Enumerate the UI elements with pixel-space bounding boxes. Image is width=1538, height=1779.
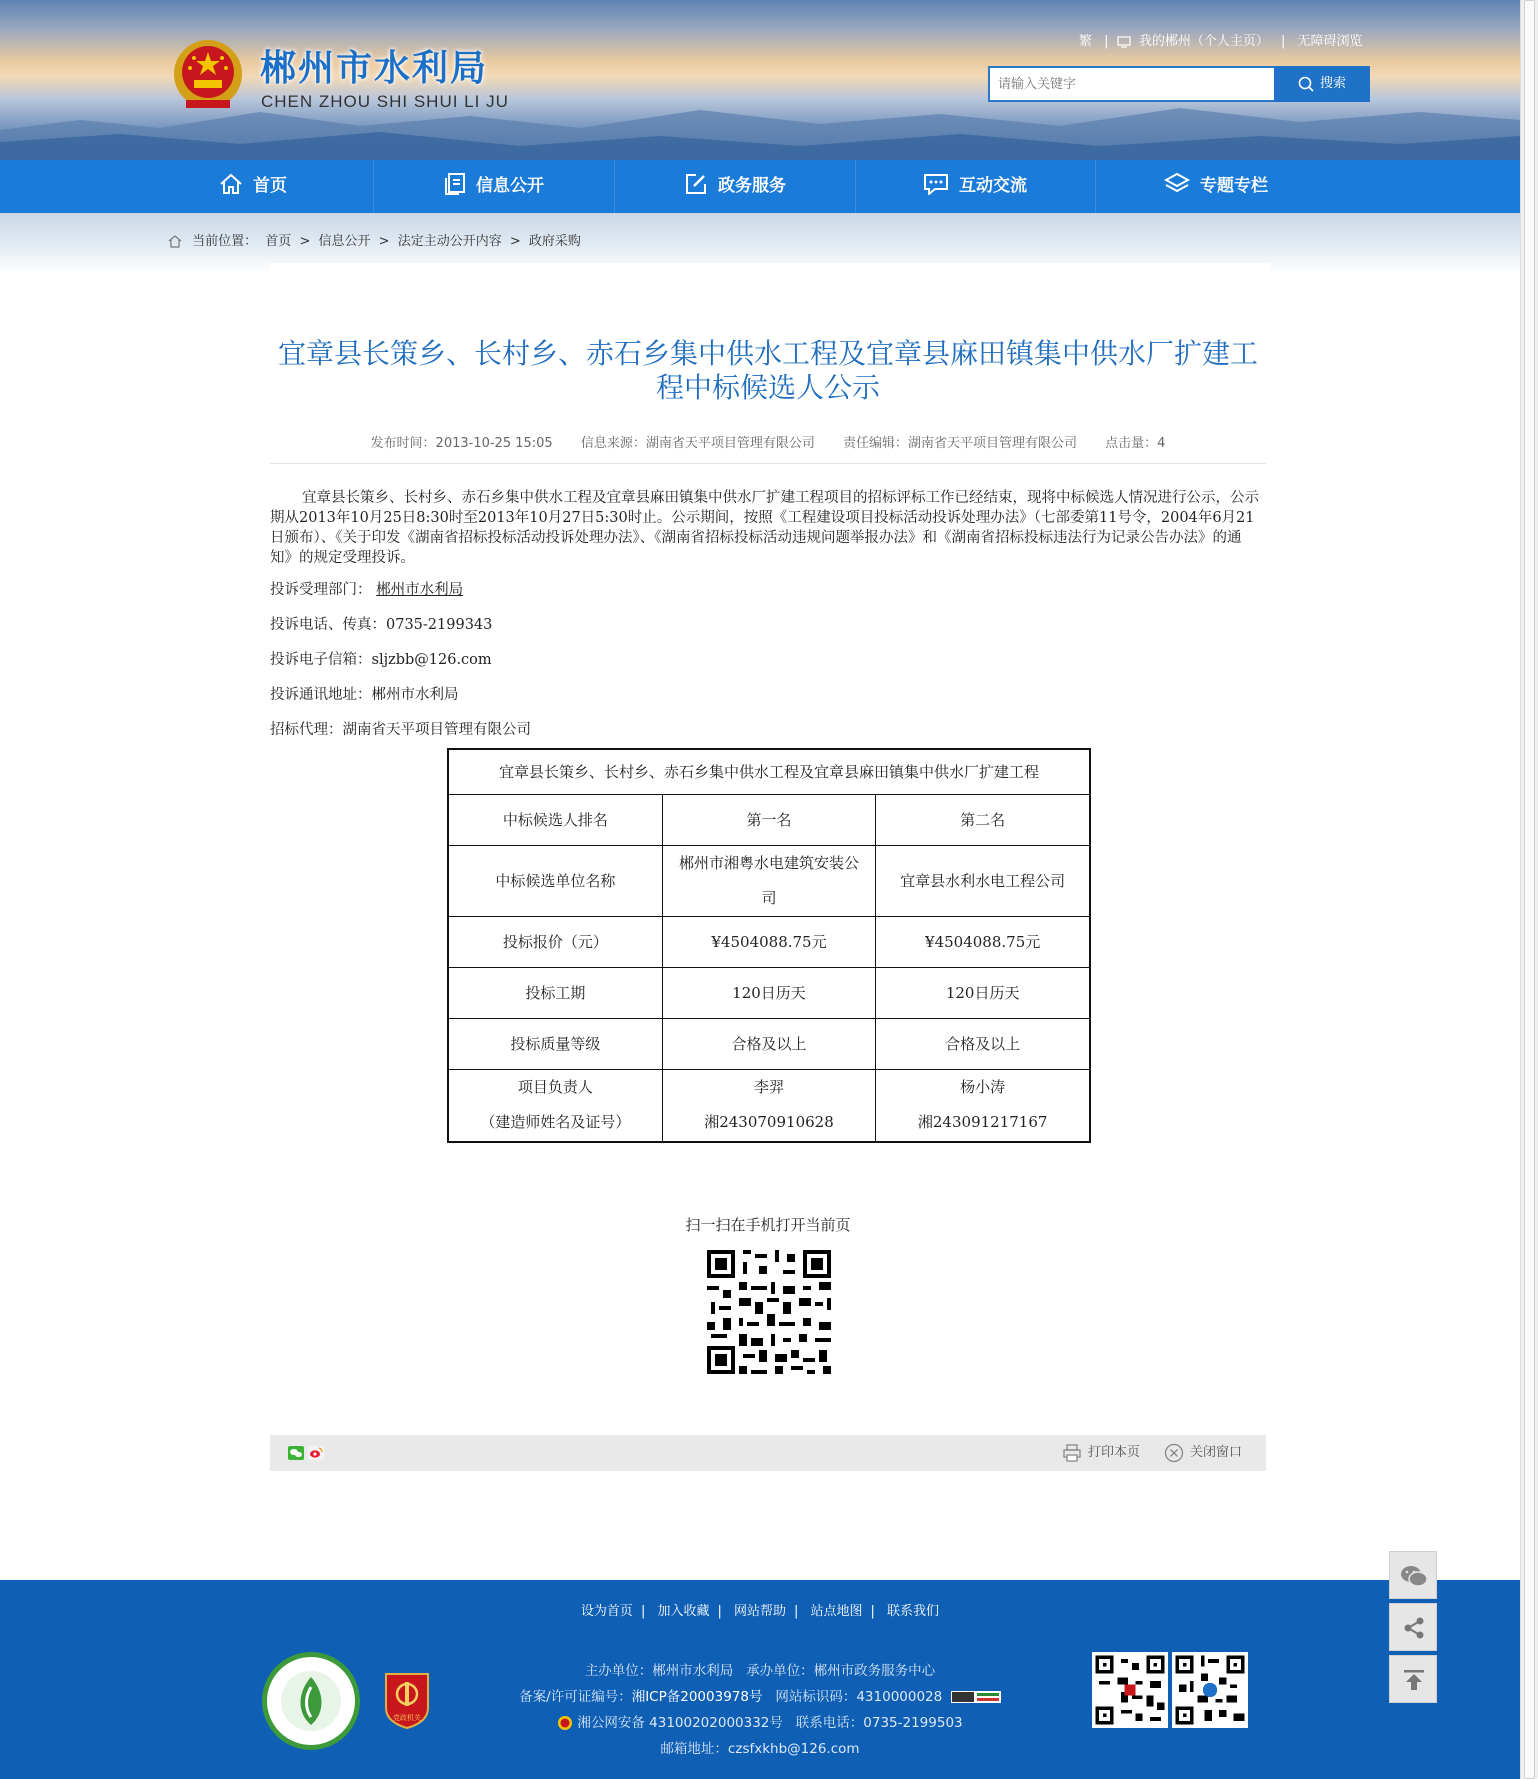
- separator: |: [1280, 34, 1286, 49]
- table-cell: 中标候选人排名: [448, 795, 662, 846]
- cell-line: 湘243091217167: [917, 1113, 1048, 1132]
- footer-line: [0, 1658, 1520, 1684]
- home-icon: [168, 235, 182, 248]
- footer-email: 邮箱地址：czsfxkhb@126.com: [660, 1741, 860, 1757]
- table-cell: 中标候选单位名称: [448, 846, 662, 917]
- civilization-badge-icon[interactable]: [262, 1652, 360, 1750]
- table-cell: [876, 1070, 1090, 1142]
- breadcrumb-separator: >: [509, 234, 521, 249]
- info-source: 信息来源：湖南省天平项目管理有限公司: [580, 436, 815, 451]
- footer-icp-label: 备案/许可证编号：: [519, 1689, 632, 1705]
- table-row: [448, 795, 1090, 846]
- search-icon: [1298, 76, 1314, 92]
- wechat-qr-code-icon: [1092, 1652, 1168, 1728]
- my-chenzhou-link[interactable]: 我的郴州（个人主页）: [1138, 34, 1269, 49]
- vertical-scrollbar[interactable]: [1520, 0, 1538, 1779]
- layers-icon: [1164, 172, 1190, 196]
- article-meta: [270, 432, 1266, 451]
- footer-line: [0, 1684, 1520, 1710]
- back-to-top-button[interactable]: [1389, 1655, 1437, 1703]
- table-cell: 120日历天: [662, 968, 876, 1019]
- top-links: [1075, 30, 1367, 49]
- breadcrumb-prefix: 当前位置：: [192, 234, 258, 249]
- civilization-logo: [267, 1657, 355, 1745]
- accessibility-link[interactable]: 无障碍浏览: [1297, 34, 1363, 49]
- article-body: [270, 488, 1260, 568]
- national-emblem-icon: [172, 36, 244, 114]
- nav-item-label: 信息公开: [476, 176, 544, 196]
- scrollbar-thumb[interactable]: [1524, 0, 1535, 1779]
- table-cell: [662, 1070, 876, 1142]
- breadcrumb-item-info[interactable]: 信息公开: [318, 234, 371, 249]
- party-government-badge-icon[interactable]: [382, 1672, 432, 1730]
- nav-item-service[interactable]: [615, 160, 856, 213]
- home-icon: [219, 173, 243, 195]
- footer-links: 设为首页 | 加入收藏 | 网站帮助 | 站点地图 | 联系我们: [580, 1604, 940, 1619]
- nav-item-interaction[interactable]: [855, 160, 1096, 213]
- printer-icon: [1062, 1444, 1082, 1462]
- footer-link-favorite[interactable]: 加入收藏: [657, 1604, 710, 1619]
- footer-info: [0, 1658, 1520, 1762]
- footer-police[interactable]: 湘公网安备 43100202000332号: [577, 1715, 783, 1731]
- breadcrumb-item-legal[interactable]: 法定主动公开内容: [397, 234, 502, 249]
- search-box: [988, 66, 1370, 102]
- table-cell: 宜章县水利水电工程公司: [876, 846, 1090, 917]
- footer-line: [0, 1710, 1520, 1736]
- footer-line: [0, 1736, 1520, 1762]
- header-banner: [0, 0, 1520, 160]
- floating-share-button[interactable]: [1389, 1603, 1437, 1651]
- divider: [270, 463, 1266, 464]
- table-row: [448, 1070, 1090, 1142]
- nav-item-info[interactable]: [374, 160, 615, 213]
- search-button-label: 搜索: [1319, 76, 1346, 91]
- table-cell: 第二名: [876, 795, 1090, 846]
- qr-caption: 扫一扫在手机打开当前页: [685, 1216, 851, 1234]
- cell-line: 李羿: [753, 1078, 784, 1097]
- breadcrumb-separator: >: [299, 234, 311, 249]
- breadcrumb-separator: >: [378, 234, 390, 249]
- close-label: 关闭窗口: [1190, 1445, 1243, 1460]
- print-label: 打印本页: [1088, 1445, 1141, 1460]
- document-icon: [444, 172, 466, 196]
- table-row: [448, 1019, 1090, 1070]
- table-cell: 合格及以上: [876, 1019, 1090, 1070]
- search-input[interactable]: [988, 66, 1274, 102]
- arrow-up-icon: [1402, 1668, 1426, 1692]
- article-paragraph: 宜章县长策乡、长村乡、赤石乡集中供水工程及宜章县麻田镇集中供水厂扩建工程项目的招标评标工作已经结束，现将中标候选人情况进行公示，公示期从2013年10月25日8:30时至2013年10月27日5:30时止。公示期间，按照《工程建设项目投标活动投诉处理办法》（七部委第11号令，2004年6月21日颁布）、《关于印发《湖南省招标投标活动投诉处理办法》、《湖南省招标投标活动违规问题举报办法》和《湖南省招标投标违法行为记录公告办法》的通知》的规定受理投诉。: [270, 490, 1259, 566]
- share-bar: [270, 1435, 1266, 1471]
- table-row: [448, 917, 1090, 968]
- publish-time: 发布时间：2013-10-25 15:05: [370, 436, 553, 451]
- footer-phone: 联系电话：0735-2199503: [795, 1715, 963, 1731]
- complaint-dept-label: 投诉受理部门：: [270, 582, 372, 598]
- ch22-badge-icon: [951, 1691, 1001, 1703]
- table-cell: 投标工期: [448, 968, 662, 1019]
- table-cell: 120日历天: [876, 968, 1090, 1019]
- breadcrumb: [168, 230, 585, 249]
- complaint-email: 投诉电子信箱：sljzbb@126.com: [270, 652, 492, 668]
- footer: [0, 1580, 1520, 1779]
- table-row: [448, 968, 1090, 1019]
- bid-results-table: [447, 748, 1091, 1143]
- footer-organizer: 承办单位：郴州市政务服务中心: [746, 1663, 936, 1679]
- weibo-share-icon[interactable]: [308, 1446, 324, 1460]
- footer-link-sitemap[interactable]: 站点地图: [810, 1604, 863, 1619]
- table-row: [448, 749, 1090, 795]
- site-subtitle: CHEN ZHOU SHI SHUI LI JU: [261, 92, 509, 111]
- weibo-qr-code-icon: [1172, 1652, 1248, 1728]
- cell-line: （建造师姓名及证号）: [480, 1113, 631, 1132]
- monitor-icon: [1117, 36, 1131, 48]
- cell-line: 湘243070910628: [704, 1113, 834, 1132]
- click-count: 点击量：4: [1105, 436, 1166, 451]
- bidding-agent: 招标代理：湖南省天平项目管理有限公司: [270, 722, 531, 738]
- wechat-icon: [1400, 1564, 1428, 1588]
- footer-link-homepage[interactable]: 设为首页: [580, 1604, 633, 1619]
- nav-item-label: 专题专栏: [1200, 176, 1268, 196]
- floating-wechat-button[interactable]: [1389, 1551, 1437, 1599]
- table-cell: 投标质量等级: [448, 1019, 662, 1070]
- breadcrumb-item-procurement[interactable]: 政府采购: [528, 234, 581, 249]
- table-cell: [448, 1070, 662, 1142]
- edit-icon: [684, 172, 708, 196]
- share-icon: [1402, 1616, 1426, 1640]
- site-title[interactable]: 郴州市水利局: [260, 48, 489, 89]
- table-cell: ¥4504088.75元: [876, 917, 1090, 968]
- footer-sponsor: 主办单位：郴州市水利局: [584, 1663, 734, 1679]
- close-icon: [1164, 1443, 1184, 1463]
- responsible-editor: 责任编辑：湖南省天平项目管理有限公司: [843, 436, 1078, 451]
- footer-site-code: 网站标识码：4310000028: [775, 1689, 943, 1705]
- complaint-dept-link[interactable]: 郴州市水利局: [376, 582, 464, 598]
- table-cell: 郴州市湘粤水电建筑安装公司: [662, 846, 876, 917]
- table-caption: 宜章县长策乡、长村乡、赤石乡集中供水工程及宜章县麻田镇集中供水厂扩建工程: [448, 749, 1090, 795]
- main-nav: [0, 160, 1520, 213]
- nav-item-home[interactable]: [133, 160, 374, 213]
- nav-item-label: 互动交流: [959, 176, 1027, 196]
- table-cell: ¥4504088.75元: [662, 917, 876, 968]
- table-cell: 合格及以上: [662, 1019, 876, 1070]
- cell-line: 杨小涛: [960, 1078, 1006, 1097]
- complaint-phone: 投诉电话、传真：0735-2199343: [270, 617, 493, 633]
- separator: |: [1104, 34, 1109, 49]
- breadcrumb-item-home[interactable]: 首页: [265, 234, 292, 249]
- nav-item-label: 政务服务: [718, 176, 786, 196]
- nav-item-topics[interactable]: [1096, 160, 1336, 213]
- qr-code-icon: [703, 1246, 835, 1378]
- wechat-share-icon[interactable]: [288, 1446, 304, 1460]
- article-title: 宜章县长策乡、长村乡、赤石乡集中供水工程及宜章县麻田镇集中供水厂扩建工程中标候选人公示: [277, 337, 1258, 404]
- footer-icp-link[interactable]: 湘ICP备20003978号: [631, 1689, 763, 1705]
- cell-line: 项目负责人: [517, 1078, 593, 1097]
- police-badge-icon: [557, 1715, 573, 1731]
- table-cell: 第一名: [662, 795, 876, 846]
- footer-link-help[interactable]: 网站帮助: [733, 1604, 786, 1619]
- search-button[interactable]: [1274, 66, 1370, 102]
- badge2-text: 党政机关: [393, 1714, 421, 1722]
- print-button[interactable]: [1062, 1435, 1140, 1471]
- traditional-chinese-link[interactable]: 繁: [1079, 34, 1093, 49]
- footer-link-contact[interactable]: 联系我们: [887, 1604, 940, 1619]
- table-cell: 投标报价（元）: [448, 917, 662, 968]
- complaint-address: 投诉通讯地址：郴州市水利局: [270, 687, 459, 703]
- nav-item-label: 首页: [253, 176, 287, 196]
- complaint-dept: [270, 578, 463, 599]
- chat-icon: [923, 173, 949, 195]
- close-window-button[interactable]: [1164, 1435, 1242, 1471]
- table-row: [448, 846, 1090, 917]
